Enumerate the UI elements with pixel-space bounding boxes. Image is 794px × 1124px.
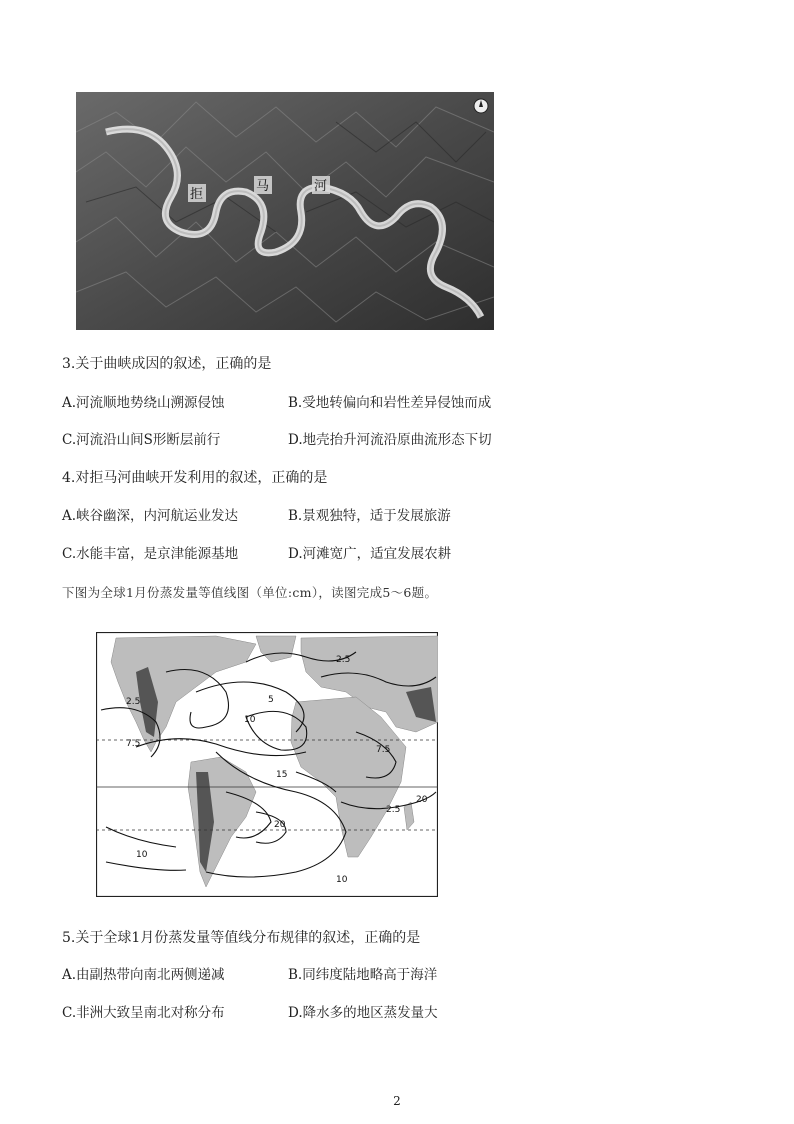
gorge-photo xyxy=(76,92,494,330)
q3-stem: 3.关于曲峡成因的叙述，正确的是 xyxy=(62,356,272,372)
contour-label: 7.5 xyxy=(126,739,141,749)
contour-label: 10 xyxy=(136,850,148,860)
q4-option-d: D.河滩宽广，适宜发展农耕 xyxy=(288,546,452,562)
q5-option-d: D.降水多的地区蒸发量大 xyxy=(288,1005,438,1021)
q5-option-a: A.由副热带向南北两侧递减 xyxy=(62,967,225,983)
q4-option-c: C.水能丰富，是京津能源基地 xyxy=(62,546,239,562)
q5-option-b: B.同纬度陆地略高于海洋 xyxy=(288,967,438,983)
contour-label: 5 xyxy=(268,695,274,705)
evaporation-map-art xyxy=(96,632,438,897)
q3-option-c: C.河流沿山间S形断层前行 xyxy=(62,432,221,448)
q4-option-b: B.景观独特，适于发展旅游 xyxy=(288,508,451,524)
contour-label: 2.5 xyxy=(126,697,141,707)
q5-stem: 5.关于全球1月份蒸发量等值线分布规律的叙述，正确的是 xyxy=(62,930,421,946)
river-label-3: 河 xyxy=(314,179,328,194)
river-label-1: 拒 xyxy=(190,187,204,202)
contour-label: 7.5 xyxy=(376,745,391,755)
evaporation-map xyxy=(96,632,438,897)
figure-intro: 下图为全球1月份蒸发量等值线图（单位:cm），读图完成5～6题。 xyxy=(62,585,438,600)
q4-option-a: A.峡谷幽深，内河航运业发达 xyxy=(62,508,239,524)
q3-option-d: D.地壳抬升河流沿原曲流形态下切 xyxy=(288,432,492,448)
river-label-2: 马 xyxy=(256,179,270,194)
contour-label: 15 xyxy=(276,770,288,780)
contour-label: 2.5 xyxy=(336,655,351,665)
q4-stem: 4.对拒马河曲峡开发利用的叙述，正确的是 xyxy=(62,470,328,486)
q3-option-b: B.受地转偏向和岩性差异侵蚀而成 xyxy=(288,395,492,411)
q3-option-a: A.河流顺地势绕山溯源侵蚀 xyxy=(62,395,225,411)
contour-label: 20 xyxy=(274,820,286,830)
q5-option-c: C.非洲大致呈南北对称分布 xyxy=(62,1005,225,1021)
page-number: 2 xyxy=(393,1094,401,1108)
contour-label: 10 xyxy=(336,875,348,885)
contour-label: 2.5 xyxy=(386,805,401,815)
gorge-photo-art xyxy=(76,92,494,330)
contour-label: 20 xyxy=(416,795,428,805)
contour-label: 10 xyxy=(244,715,256,725)
